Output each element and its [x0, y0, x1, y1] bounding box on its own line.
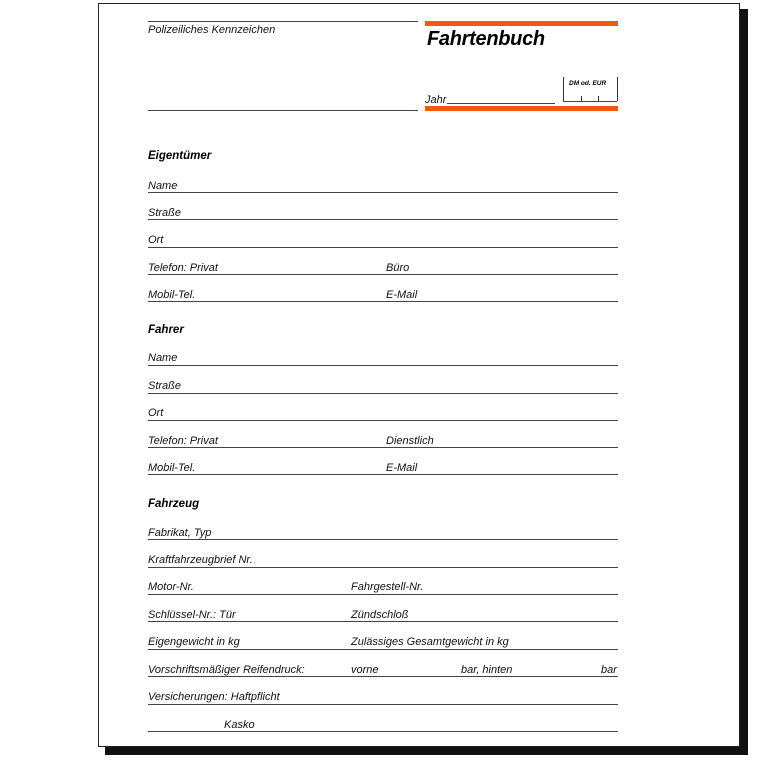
driver-name-label: Name [148, 352, 178, 364]
vehicle-front-label: vorne [351, 664, 379, 676]
vehicle-make-label: Fabrikat, Typ [148, 527, 212, 539]
driver-city-field[interactable] [148, 420, 618, 421]
owner-phone-field[interactable] [148, 274, 618, 275]
plate-number-field[interactable] [148, 110, 418, 111]
vehicle-registration-field[interactable] [148, 567, 618, 568]
vehicle-engine-field[interactable] [148, 594, 618, 595]
driver-phone-work-label: Dienstlich [386, 435, 434, 447]
owner-city-label: Ort [148, 234, 164, 246]
owner-name-label: Name [148, 180, 178, 192]
vehicle-curb-weight-label: Eigengewicht in kg [148, 636, 240, 648]
vehicle-key-door-label: Schlüssel-Nr.: Tür [148, 609, 236, 621]
vehicle-make-field[interactable] [148, 539, 618, 540]
owner-mobile-label: Mobil-Tel. [148, 289, 196, 301]
plate-top-line [148, 21, 418, 22]
vehicle-tire-pressure-label: Vorschriftsmäßiger Reifendruck: [148, 664, 305, 676]
owner-phone-office-label: Büro [386, 262, 410, 274]
plate-label: Polizeiliches Kennzeichen [148, 24, 276, 36]
owner-email-label: E-Mail [386, 289, 418, 301]
owner-street-field[interactable] [148, 219, 618, 220]
owner-city-field[interactable] [148, 247, 618, 248]
currency-baseline [563, 101, 617, 102]
vehicle-chassis-label: Fahrgestell-Nr. [351, 581, 424, 593]
title-bottom-bar [425, 106, 618, 111]
vehicle-gross-weight-label: Zulässiges Gesamtgewicht in kg [351, 636, 509, 648]
driver-street-field[interactable] [148, 393, 618, 394]
vehicle-key-field[interactable] [148, 621, 618, 622]
year-label: Jahr [425, 94, 447, 106]
vehicle-engine-label: Motor-Nr. [148, 581, 194, 593]
vehicle-tire-field[interactable] [148, 676, 618, 677]
driver-mobile-label: Mobil-Tel. [148, 462, 196, 474]
vehicle-insurance-liability-field[interactable] [148, 704, 618, 705]
vehicle-bar-label: bar [601, 664, 617, 676]
driver-phone-private-label: Telefon: Privat [148, 435, 218, 447]
page-title: Fahrtenbuch [427, 28, 545, 50]
driver-mobile-field[interactable] [148, 474, 618, 475]
vehicle-registration-label: Kraftfahrzeugbrief Nr. [148, 554, 253, 566]
driver-city-label: Ort [148, 407, 164, 419]
driver-email-label: E-Mail [386, 462, 418, 474]
driver-name-field[interactable] [148, 365, 618, 366]
owner-mobile-field[interactable] [148, 301, 618, 302]
owner-heading: Eigentümer [148, 150, 212, 162]
vehicle-heading: Fahrzeug [148, 498, 200, 510]
driver-heading: Fahrer [148, 324, 184, 336]
vehicle-insurance-comprehensive-field[interactable] [148, 731, 618, 732]
driver-street-label: Straße [148, 380, 182, 392]
vehicle-insurance-comprehensive-label: Kasko [224, 719, 255, 731]
owner-name-field[interactable] [148, 192, 618, 193]
driver-phone-field[interactable] [148, 447, 618, 448]
currency-label: DM od. EUR [569, 80, 607, 87]
owner-street-label: Straße [148, 207, 182, 219]
vehicle-bar-rear-label: bar, hinten [461, 664, 513, 676]
owner-phone-private-label: Telefon: Privat [148, 262, 218, 274]
vehicle-key-ignition-label: Zündschloß [351, 609, 409, 621]
year-field[interactable] [447, 103, 555, 104]
vehicle-weight-field[interactable] [148, 649, 618, 650]
title-top-bar [425, 21, 618, 26]
vehicle-insurance-liability-label: Versicherungen: Haftpflicht [148, 691, 280, 703]
